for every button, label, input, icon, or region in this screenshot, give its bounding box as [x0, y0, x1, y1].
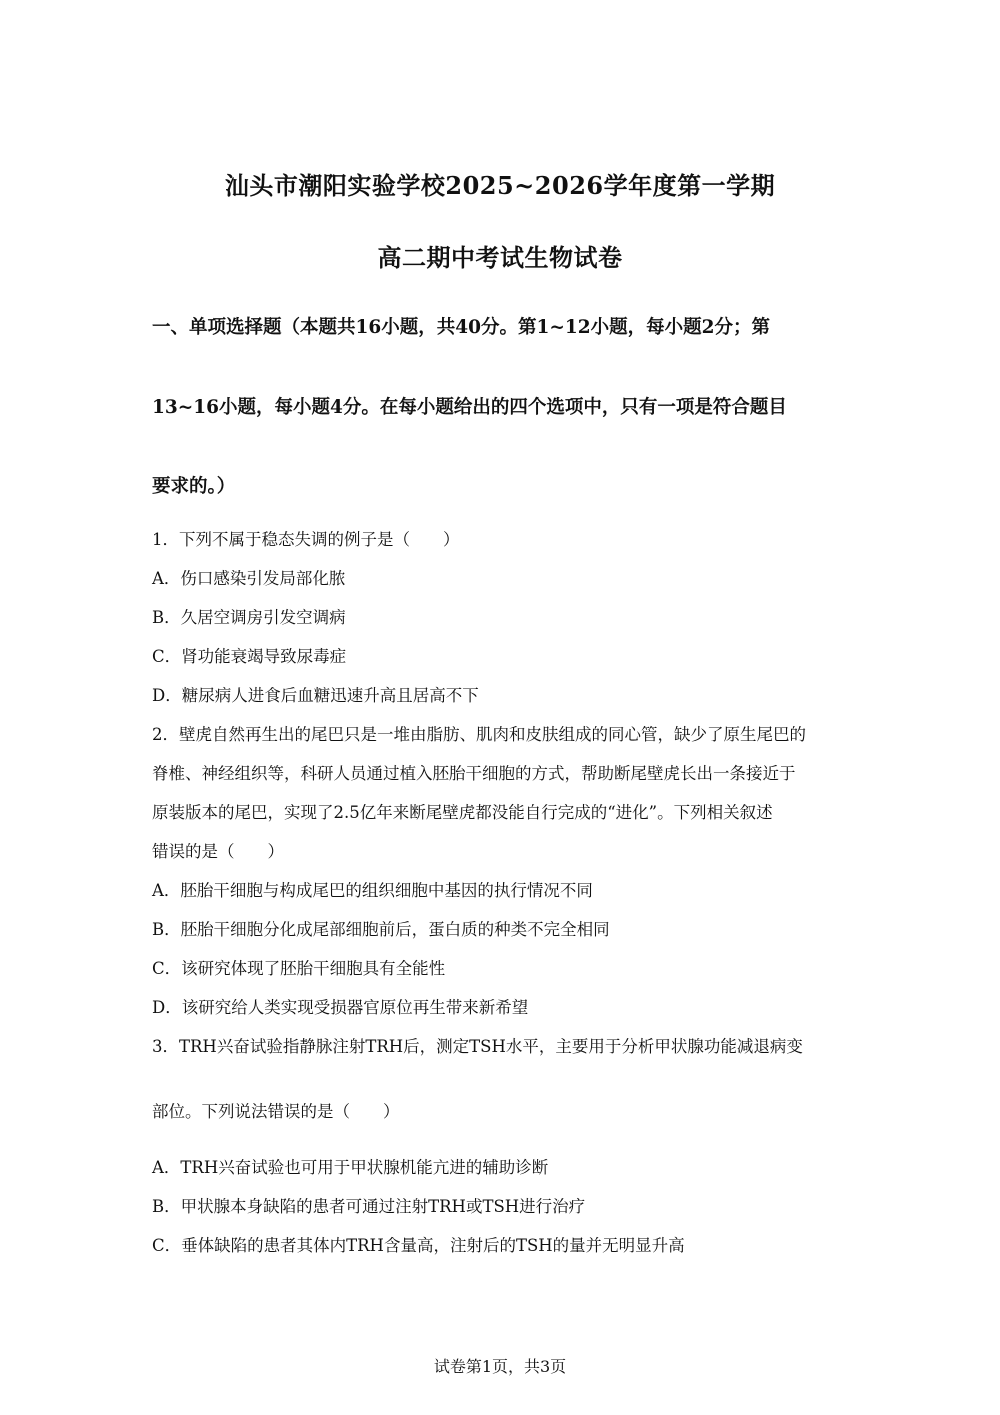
exam-title-line2: 高二期中考试生物试卷: [377, 243, 623, 272]
question-2-stem-line1: 2．壁虎自然再生出的尾巴只是一堆由脂肪、肌肉和皮肤组成的同心管，缺少了原生尾巴的: [152, 725, 806, 744]
exam-title-line1: 汕头市潮阳实验学校2025~2026学年度第一学期: [224, 171, 776, 200]
section-heading-line2: 13~16小题，每小题4分。在每小题给出的四个选项中，只有一项是符合题目: [152, 397, 787, 418]
question-2-stem-line3: 原装版本的尾巴，实现了2.5亿年来断尾壁虎都没能自行完成的“进化”。下列相关叙述: [152, 803, 773, 822]
section-heading-line1: 一、单项选择题（本题共16小题，共40分。第1~12小题，每小题2分；第: [152, 317, 770, 338]
question-3-option-a: A．TRH兴奋试验也可用于甲状腺机能亢进的辅助诊断: [152, 1158, 549, 1177]
question-3-option-c: C．垂体缺陷的患者其体内TRH含量高，注射后的TSH的量并无明显升高: [152, 1236, 685, 1255]
question-3-option-b: B．甲状腺本身缺陷的患者可通过注射TRH或TSH进行治疗: [152, 1197, 586, 1216]
question-2-option-b: B．胚胎干细胞分化成尾部细胞前后，蛋白质的种类不完全相同: [152, 920, 610, 939]
question-3-stem-line2: 部位。下列说法错误的是（ ）: [152, 1102, 400, 1121]
question-1-stem: 1．下列不属于稳态失调的例子是（ ）: [152, 530, 460, 549]
question-2-option-a: A．胚胎干细胞与构成尾巴的组织细胞中基因的执行情况不同: [152, 881, 593, 900]
question-1-option-b: B．久居空调房引发空调病: [152, 608, 346, 627]
section-heading-line3: 要求的。）: [152, 476, 236, 497]
question-1-option-a: A．伤口感染引发局部化脓: [152, 569, 346, 588]
question-2-stem-line4: 错误的是（ ）: [152, 842, 284, 861]
question-3-stem-line1: 3．TRH兴奋试验指静脉注射TRH后，测定TSH水平，主要用于分析甲状腺功能减退病变: [152, 1037, 803, 1056]
page-footer: 试卷第1页，共3页: [433, 1357, 567, 1376]
question-2-option-d: D．该研究给人类实现受损器官原位再生带来新希望: [152, 998, 529, 1017]
question-1-option-d: D．糖尿病人进食后血糖迅速升高且居高不下: [152, 686, 479, 705]
question-2-stem-line2: 脊椎、神经组织等，科研人员通过植入胚胎干细胞的方式，帮助断尾壁虎长出一条接近于: [152, 764, 796, 783]
question-2-option-c: C．该研究体现了胚胎干细胞具有全能性: [152, 959, 446, 978]
question-1-option-c: C．肾功能衰竭导致尿毒症: [152, 647, 347, 666]
